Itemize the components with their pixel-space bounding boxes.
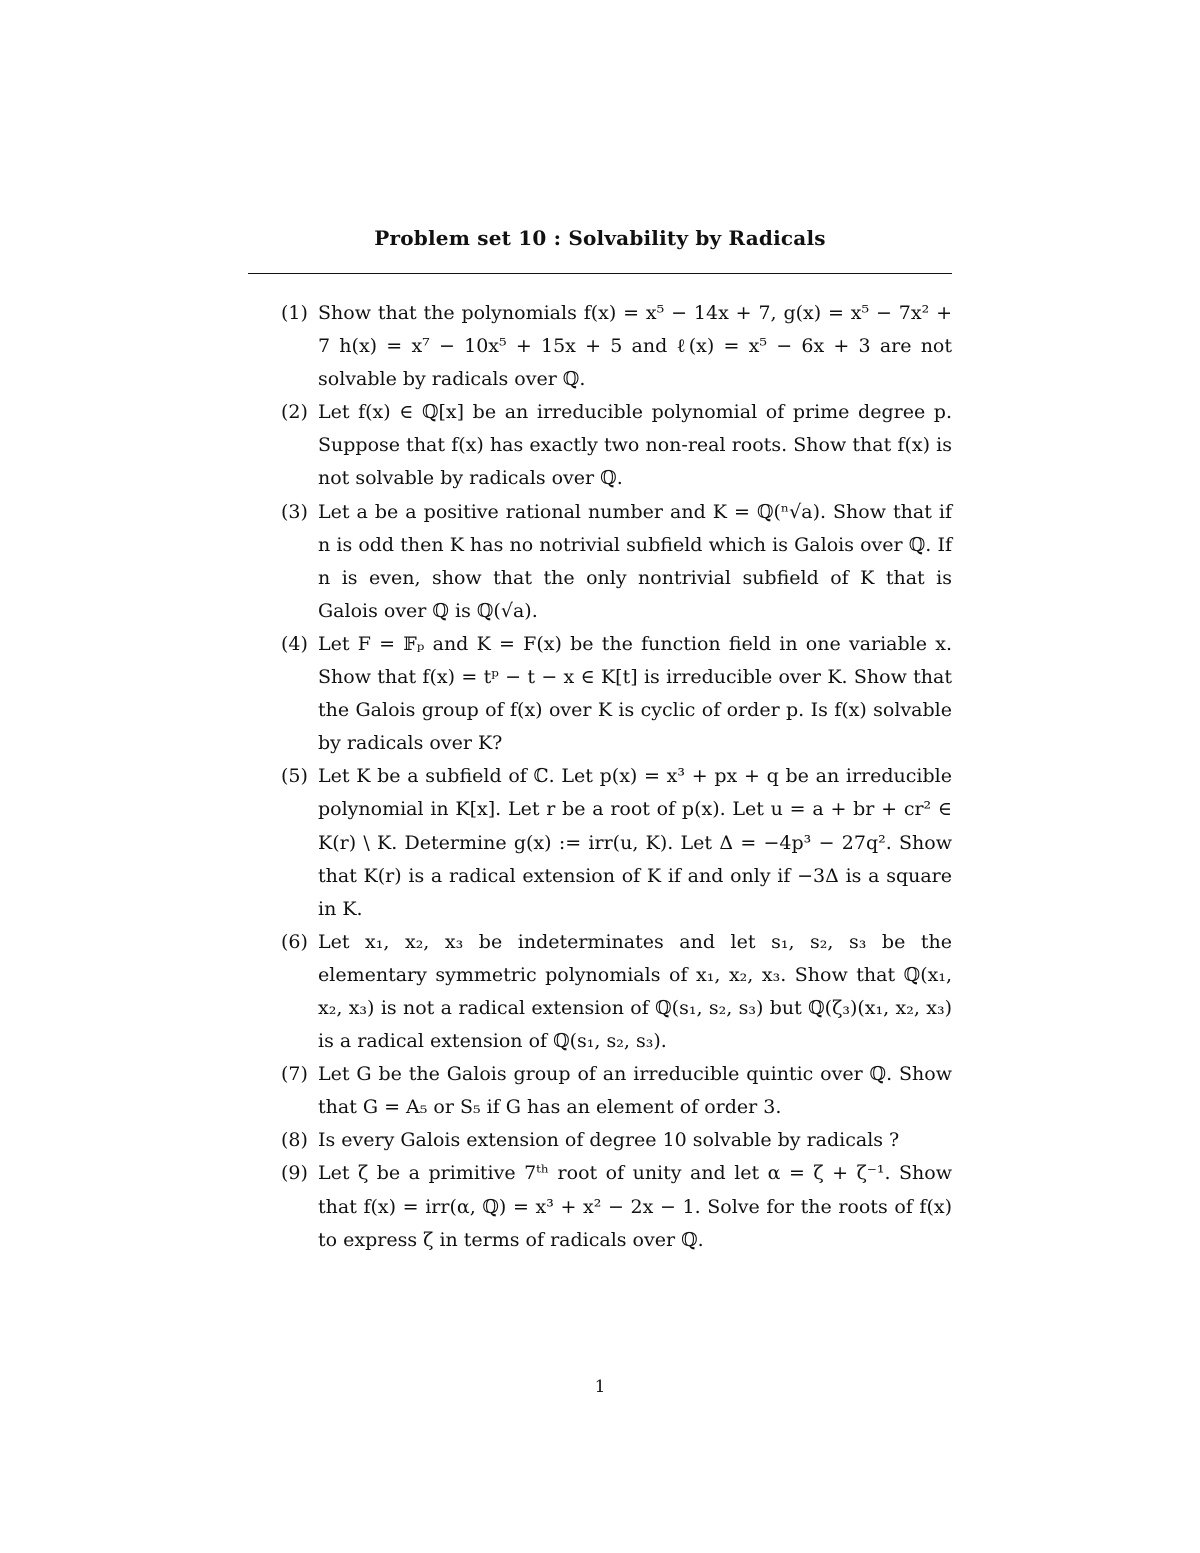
problem-number: (9) [281, 1162, 308, 1185]
problem-item-1 [248, 297, 952, 396]
problem-number: (1) [281, 302, 308, 324]
problem-item-4 [248, 628, 952, 760]
problem-number: (3) [281, 500, 308, 523]
problem-text: Let a be a positive rational number and K = ℚ(ⁿ√a). Show that if n is odd then K has no notrivial subfield which is Galois over ℚ. If n is even, show that the only nontrivial subfield of K that is Galois over ℚ is ℚ(√a). [318, 500, 952, 622]
problem-item-2 [248, 396, 952, 495]
problem-text: Let x₁, x₂, x₃ be indeterminates and let s₁, s₂, s₃ be the elementary symmetric polynomials of x₁, x₂, x₃. Show that ℚ(x₁, x₂, x₃) is not a radical extension of ℚ(s₁, s₂, s₃) but ℚ(ζ₃)(x₁, x₂, x₃) is a radical extension of ℚ(s₁, s₂, s₃). [318, 930, 952, 1053]
problem-item-9 [248, 1157, 952, 1256]
problem-list [248, 297, 952, 1257]
problem-number: (8) [281, 1129, 308, 1152]
problem-text: Let ζ be a primitive 7ᵗʰ root of unity and let α = ζ + ζ⁻¹. Show that f(x) = irr(α, ℚ) = x³ + x² − 2x − 1. Solve for the roots of f(x) to express ζ in terms of radicals over ℚ. [318, 1162, 952, 1251]
problem-number: (6) [281, 930, 308, 953]
problem-text: Let f(x) ∈ ℚ[x] be an irreducible polynomial of prime degree p. Suppose that f(x) has exactly two non-real roots. Show that f(x) is not solvable by radicals over ℚ. [318, 401, 952, 490]
problem-text: Show that the polynomials f(x) = x⁵ − 14x + 7, g(x) = x⁵ − 7x² + 7 h(x) = x⁷ − 10x⁵ + 15x + 5 and ℓ(x) = x⁵ − 6x + 3 are not solvable by radicals over ℚ. [318, 302, 952, 391]
problem-number: (2) [281, 401, 308, 424]
problem-number: (7) [281, 1063, 308, 1086]
problem-item-3 [248, 496, 952, 628]
problem-item-7 [248, 1058, 952, 1124]
problem-text: Let F = 𝔽ₚ and K = F(x) be the function field in one variable x. Show that f(x) = tᵖ − t − x ∈ K[t] is irreducible over K. Show that the Galois group of f(x) over K is cyclic of order p. Is f(x) solvable by radicals over K? [318, 632, 952, 755]
title-rule [248, 273, 952, 274]
problem-number: (5) [281, 765, 308, 788]
problem-text: Is every Galois extension of degree 10 solvable by radicals ? [318, 1129, 900, 1152]
problem-text: Let G be the Galois group of an irreducible quintic over ℚ. Show that G = A₅ or S₅ if G has an element of order 3. [318, 1063, 952, 1119]
page-title: Problem set 10 : Solvability by Radicals [374, 226, 826, 250]
problem-item-6 [248, 926, 952, 1058]
page-number: 1 [594, 1377, 606, 1397]
problem-item-8 [248, 1124, 952, 1157]
problem-number: (4) [281, 632, 308, 655]
problem-text: Let K be a subfield of ℂ. Let p(x) = x³ + px + q be an irreducible polynomial in K[x]. Let r be a root of p(x). Let u = a + br + cr² ∈ K(r) \ K. Determine g(x) := irr(u, K). Let Δ = −4p³ − 27q². Show that K(r) is a radical extension of K if and only if −3Δ is a square in K. [318, 765, 952, 920]
problem-item-5 [248, 760, 952, 925]
